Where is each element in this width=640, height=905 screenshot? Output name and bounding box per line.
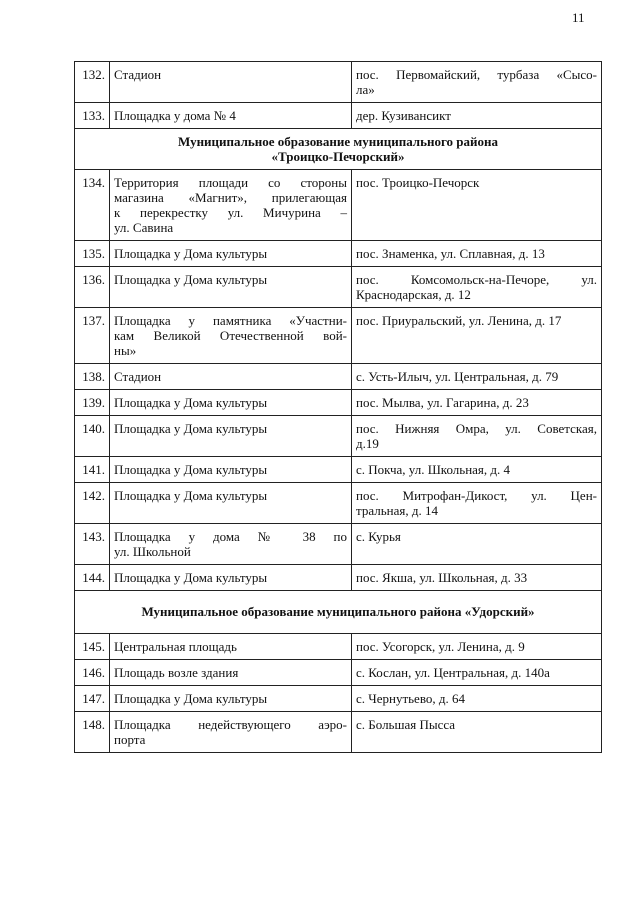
- site-name-line: Площадь возле здания: [114, 665, 239, 680]
- site-name: [110, 170, 352, 241]
- site-name: [110, 267, 352, 308]
- section-title-line: «Троицко-Печорский»: [271, 149, 405, 164]
- site-address-line: пос. Митрофан-Дикост, ул. Цен-: [356, 488, 597, 503]
- site-address-line: с. Курья: [356, 529, 401, 544]
- site-address-line: Краснодарская, д. 12: [356, 287, 471, 302]
- site-address-line: с. Большая Пысса: [356, 717, 456, 732]
- table-row: [75, 565, 602, 591]
- site-name-line: Площадка у Дома культуры: [114, 691, 268, 706]
- table-row: [75, 712, 602, 753]
- site-address-line: с. Кослан, ул. Центральная, д. 140а: [356, 665, 550, 680]
- row-number: 136.: [75, 267, 110, 308]
- site-address-line: ла»: [356, 82, 375, 97]
- site-name-line: Площадка у Дома культуры: [114, 421, 268, 436]
- site-address-line: с. Чернутьево, д. 64: [356, 691, 465, 706]
- site-address-line: пос. Приуральский, ул. Ленина, д. 17: [356, 313, 562, 328]
- table-row: [75, 457, 602, 483]
- site-address-line: с. Покча, ул. Школьная, д. 4: [356, 462, 511, 477]
- row-number: 142.: [75, 483, 110, 524]
- site-name: [110, 103, 352, 129]
- site-name: [110, 565, 352, 591]
- site-name-line: ны»: [114, 343, 137, 358]
- site-name: [110, 364, 352, 390]
- site-address-line: пос. Мылва, ул. Гагарина, д. 23: [356, 395, 529, 410]
- table-row: [75, 524, 602, 565]
- site-name-line: Площадка недействующего аэро-: [114, 717, 347, 732]
- site-address-line: пос. Знаменка, ул. Сплавная, д. 13: [356, 246, 545, 261]
- site-address-line: тральная, д. 14: [356, 503, 438, 518]
- site-address-line: пос. Усогорск, ул. Ленина, д. 9: [356, 639, 525, 654]
- row-number: 132.: [75, 62, 110, 103]
- table-row: [75, 308, 602, 364]
- site-address: [352, 457, 602, 483]
- site-address: [352, 308, 602, 364]
- site-name: [110, 634, 352, 660]
- row-number: 139.: [75, 390, 110, 416]
- site-address: [352, 103, 602, 129]
- table-row: [75, 241, 602, 267]
- site-address-line: пос. Первомайский, турбаза «Сысо-: [356, 67, 597, 82]
- site-name-line: Стадион: [114, 369, 162, 384]
- row-number: 143.: [75, 524, 110, 565]
- site-address: [352, 62, 602, 103]
- site-name-line: Стадион: [114, 67, 162, 82]
- site-address: [352, 241, 602, 267]
- row-number: 135.: [75, 241, 110, 267]
- site-name-line: ул. Школьной: [114, 544, 191, 559]
- row-number: 134.: [75, 170, 110, 241]
- site-address-line: пос. Нижняя Омра, ул. Советская,: [356, 421, 597, 436]
- site-address: [352, 416, 602, 457]
- site-address: [352, 712, 602, 753]
- section-header-row: [75, 591, 602, 634]
- row-number: 137.: [75, 308, 110, 364]
- table-row: [75, 416, 602, 457]
- table-row: [75, 267, 602, 308]
- row-number: 147.: [75, 686, 110, 712]
- site-address-line: дер. Кузивансикт: [356, 108, 451, 123]
- site-name-line: Территория площади со стороны: [114, 175, 347, 190]
- row-number: 148.: [75, 712, 110, 753]
- site-name-line: Площадка у дома № 4: [114, 108, 236, 123]
- site-name-line: магазина «Магнит», прилегающая: [114, 190, 347, 205]
- site-name-line: Площадка у Дома культуры: [114, 272, 268, 287]
- site-address-line: пос. Якша, ул. Школьная, д. 33: [356, 570, 528, 585]
- row-number: 140.: [75, 416, 110, 457]
- section-title-line: Муниципальное образование муниципального района «Удорский»: [141, 604, 535, 619]
- section-title: [75, 129, 602, 170]
- row-number: 145.: [75, 634, 110, 660]
- site-address: [352, 390, 602, 416]
- site-name: [110, 712, 352, 753]
- site-address: [352, 483, 602, 524]
- site-address-line: пос. Троицко-Печорск: [356, 175, 480, 190]
- site-address: [352, 524, 602, 565]
- table-row: [75, 660, 602, 686]
- site-name-line: Площадка у Дома культуры: [114, 246, 268, 261]
- site-name: [110, 457, 352, 483]
- table-row: [75, 103, 602, 129]
- site-name: [110, 62, 352, 103]
- table-row: [75, 364, 602, 390]
- site-address: [352, 660, 602, 686]
- site-name: [110, 660, 352, 686]
- section-title: [75, 591, 602, 634]
- row-number: 146.: [75, 660, 110, 686]
- table-row: [75, 390, 602, 416]
- site-name-line: Площадка у Дома культуры: [114, 570, 268, 585]
- section-header-row: [75, 129, 602, 170]
- section-title-line: Муниципальное образование муниципального района: [177, 134, 499, 149]
- row-number: 144.: [75, 565, 110, 591]
- site-name-line: Центральная площадь: [114, 639, 237, 654]
- site-address: [352, 565, 602, 591]
- site-address-line: д.19: [356, 436, 379, 451]
- row-number: 141.: [75, 457, 110, 483]
- site-name: [110, 686, 352, 712]
- sites-table: [74, 61, 602, 753]
- site-name-line: порта: [114, 732, 146, 747]
- site-name-line: Площадка у памятника «Участни-: [114, 313, 347, 328]
- site-name-line: Площадка у Дома культуры: [114, 395, 268, 410]
- site-name: [110, 308, 352, 364]
- site-name-line: Площадка у Дома культуры: [114, 488, 268, 503]
- site-name: [110, 524, 352, 565]
- table-row: [75, 170, 602, 241]
- table-row: [75, 483, 602, 524]
- site-name-line: Площадка у Дома культуры: [114, 462, 268, 477]
- site-name: [110, 390, 352, 416]
- table-row: [75, 686, 602, 712]
- site-address: [352, 267, 602, 308]
- page-number: 11: [572, 10, 585, 25]
- site-name-line: к перекрестку ул. Мичурина –: [114, 205, 347, 220]
- site-address: [352, 170, 602, 241]
- site-name-line: ул. Савина: [114, 220, 174, 235]
- site-name: [110, 483, 352, 524]
- site-address: [352, 634, 602, 660]
- row-number: 133.: [75, 103, 110, 129]
- site-address: [352, 686, 602, 712]
- site-name: [110, 241, 352, 267]
- site-address-line: пос. Комсомольск-на-Печоре, ул.: [356, 272, 597, 287]
- site-name: [110, 416, 352, 457]
- row-number: 138.: [75, 364, 110, 390]
- table-row: [75, 62, 602, 103]
- site-name-line: кам Великой Отечественной вой-: [114, 328, 347, 343]
- site-address-line: с. Усть-Илыч, ул. Центральная, д. 79: [356, 369, 559, 384]
- site-name-line: Площадка у дома № 38 по: [114, 529, 347, 544]
- table-row: [75, 634, 602, 660]
- sites-table-body: [75, 62, 602, 753]
- site-address: [352, 364, 602, 390]
